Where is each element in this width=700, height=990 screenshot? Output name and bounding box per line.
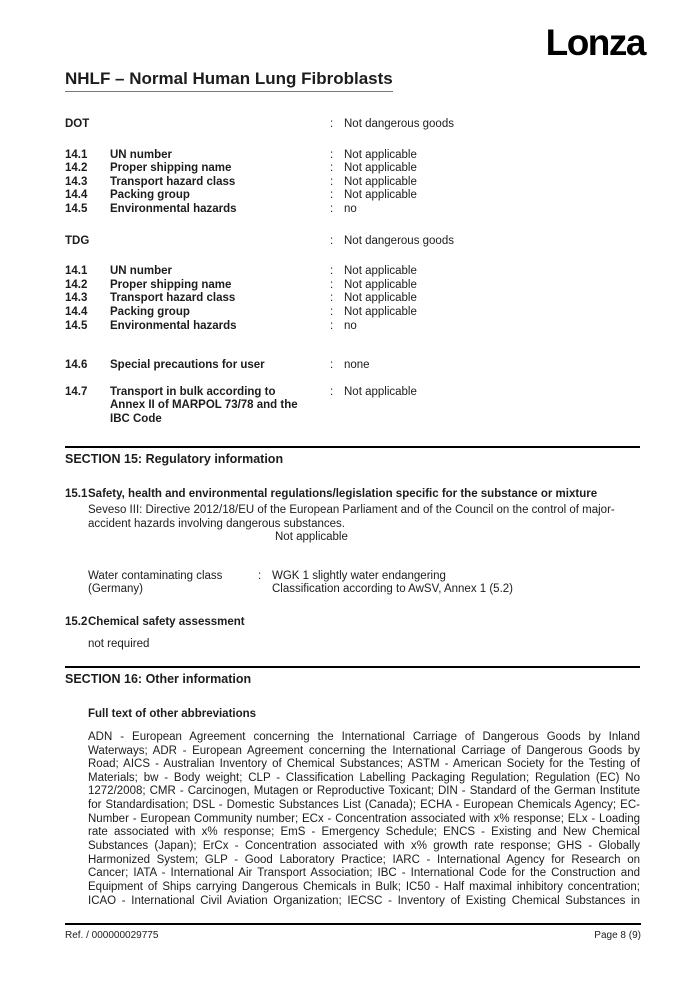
abbreviations-paragraph	[88, 731, 640, 909]
footer-page-number: Page 8 (9)	[594, 930, 641, 941]
tdg-header-row	[65, 235, 640, 249]
page-title: NHLF – Normal Human Lung Fibroblasts	[65, 69, 393, 92]
footer-ref: Ref. / 000000029775	[65, 930, 159, 941]
row-label: UN number	[110, 148, 172, 161]
lonza-logo: Lonza	[545, 22, 645, 63]
paragraph-line: Cancer; IATA - International Air Transport Association; IBC - International Code for the Construction and	[88, 867, 640, 880]
section-16-heading: SECTION 16: Other information	[65, 672, 252, 687]
row-num: 14.2	[65, 162, 88, 175]
row-value: Not applicable	[344, 292, 417, 305]
table-row	[65, 306, 640, 320]
colon: :	[330, 359, 334, 372]
colon: :	[330, 292, 334, 305]
wgk-value	[272, 570, 640, 597]
table-row-14-6	[65, 359, 640, 373]
row-num: 14.2	[65, 278, 88, 291]
row-value: Not applicable	[344, 305, 417, 318]
row-label: Packing group	[110, 189, 190, 202]
paragraph-line: Harmonized System; GLP - Good Laboratory Practice; IARC - International Agency for Research on	[88, 853, 640, 866]
paragraph-line: Materials; bw - Body weight; CLP - Classification Labelling Packaging Regulation; Regulation (EC) No	[88, 771, 640, 784]
row-label: Environmental hazards	[110, 202, 237, 215]
row-num: 14.1	[65, 148, 88, 161]
title-row	[65, 60, 640, 92]
subsection-num: 15.2	[65, 616, 88, 629]
page-footer	[65, 923, 641, 941]
paragraph-line: Equipment of Ships carrying Dangerous Chemicals in Bulk; IC50 - Half maximal inhibitory concentration;	[88, 881, 640, 894]
colon: :	[330, 189, 334, 202]
wgk-label	[88, 570, 258, 597]
row-value: Not applicable	[344, 265, 417, 278]
subsection-15-2-heading	[65, 616, 640, 630]
seveso-text	[88, 504, 640, 545]
row-label-line: IBC Code	[110, 412, 162, 425]
wgk-value-line: WGK 1 slightly water endangering	[272, 569, 446, 582]
seveso-value: Not applicable	[275, 531, 348, 544]
colon: :	[330, 175, 334, 188]
row-label: Proper shipping name	[110, 278, 232, 291]
section-15-heading: SECTION 15: Regulatory information	[65, 451, 284, 466]
table-row	[65, 292, 640, 306]
paragraph-line: Number - European Community number; ECx - Concentration associated with x% response; ELx - Loading	[88, 812, 640, 825]
wgk-label-line: (Germany)	[88, 583, 143, 596]
colon: :	[330, 234, 334, 247]
colon: :	[330, 305, 334, 318]
table-row	[65, 320, 640, 334]
row-value: Not applicable	[344, 189, 417, 202]
row-num: 14.3	[65, 175, 88, 188]
table-row	[65, 149, 640, 163]
paragraph-line: Substances (Japan); ErCx - Concentration associated with x% growth rate response; GHS - Globally	[88, 840, 640, 853]
row-label: UN number	[110, 265, 172, 278]
row-value: Not applicable	[344, 162, 417, 175]
table-row	[65, 162, 640, 176]
row-value: no	[344, 319, 357, 332]
row-label: Transport hazard class	[110, 175, 236, 188]
row-num: 14.6	[65, 359, 88, 372]
row-value: Not applicable	[344, 385, 417, 398]
colon: :	[258, 569, 262, 582]
tdg-value: Not dangerous goods	[344, 234, 454, 247]
table-row	[65, 189, 640, 203]
row-num: 14.5	[65, 202, 88, 215]
colon: :	[330, 278, 334, 291]
colon: :	[330, 319, 334, 332]
row-num: 14.5	[65, 319, 88, 332]
wgk-label-line: Water contaminating class	[88, 569, 223, 582]
row-label-line: Transport in bulk according to	[110, 385, 276, 398]
wgk-value-line: Classification according to AwSV, Annex 1 (5.2)	[272, 583, 514, 596]
row-value: Not applicable	[344, 175, 417, 188]
row-label: Special precautions for user	[110, 359, 265, 372]
section-divider	[65, 666, 640, 668]
row-label: Packing group	[110, 305, 190, 318]
row-label: Transport hazard class	[110, 292, 236, 305]
table-row-14-7	[65, 386, 640, 427]
row-value: Not applicable	[344, 148, 417, 161]
paragraph-line: for Standardisation; DSL - Domestic Substances List (Canada); ECHA - European Chemicals Agency; EC-	[88, 799, 640, 812]
seveso-line: accident hazards involving dangerous substances.	[88, 517, 345, 530]
row-num: 14.7	[65, 385, 88, 398]
paragraph-line: rate associated with x% response; EmS - Emergency Schedule; ENCS - Existing and New Chemical	[88, 826, 640, 839]
paragraph-line: 1272/2008; CMR - Carcinogen, Mutagen or Reproductive Toxicant; DIN - Standard of the German Institute	[88, 785, 640, 798]
colon: :	[330, 202, 334, 215]
paragraph-line: ICAO - International Civil Aviation Organization; IECSC - Inventory of Existing Chemical Substances in	[88, 894, 640, 907]
row-label: Environmental hazards	[110, 319, 237, 332]
subsection-num: 15.1	[65, 487, 88, 500]
subsection-15-1-heading	[65, 488, 640, 502]
section-divider	[65, 446, 640, 448]
table-row	[65, 203, 640, 217]
dot-value: Not dangerous goods	[344, 118, 454, 130]
abbreviations-heading: Full text of other abbreviations	[88, 708, 257, 721]
row-label: Proper shipping name	[110, 162, 232, 175]
chemical-safety-value: not required	[88, 637, 150, 650]
row-label	[110, 386, 330, 427]
subsection-title: Chemical safety assessment	[88, 616, 245, 629]
paragraph-line: Waterways; ADR - European Agreement concerning the International Carriage of Dangerous Goods by	[88, 744, 640, 757]
water-contaminating-class-row	[88, 570, 640, 597]
colon: :	[330, 265, 334, 278]
table-row	[65, 279, 640, 293]
row-value: no	[344, 202, 357, 215]
row-value: none	[344, 359, 370, 372]
colon: :	[330, 148, 334, 161]
subsection-title: Safety, health and environmental regulations/legislation specific for the substance or mixture	[88, 487, 598, 500]
table-row	[65, 176, 640, 190]
seveso-line: Seveso III: Directive 2012/18/EU of the European Parliament and of the Council on the control of major-	[88, 504, 615, 517]
paragraph-line: ADN - European Agreement concerning the International Carriage of Dangerous Goods by Inland	[88, 730, 640, 743]
dot-label: DOT	[65, 118, 90, 130]
colon: :	[330, 162, 334, 175]
tdg-label: TDG	[65, 234, 90, 247]
row-num: 14.3	[65, 292, 88, 305]
colon: :	[330, 118, 334, 130]
row-num: 14.1	[65, 265, 88, 278]
row-num: 14.4	[65, 305, 88, 318]
paragraph-line: Road; AICS - Australian Inventory of Chemical Substances; ASTM - American Society for the Testing of	[88, 758, 640, 771]
dot-header-row	[65, 118, 640, 132]
row-value: Not applicable	[344, 278, 417, 291]
row-label-line: Annex II of MARPOL 73/78 and the	[110, 399, 298, 412]
row-num: 14.4	[65, 189, 88, 202]
colon: :	[330, 385, 334, 398]
table-row	[65, 265, 640, 279]
